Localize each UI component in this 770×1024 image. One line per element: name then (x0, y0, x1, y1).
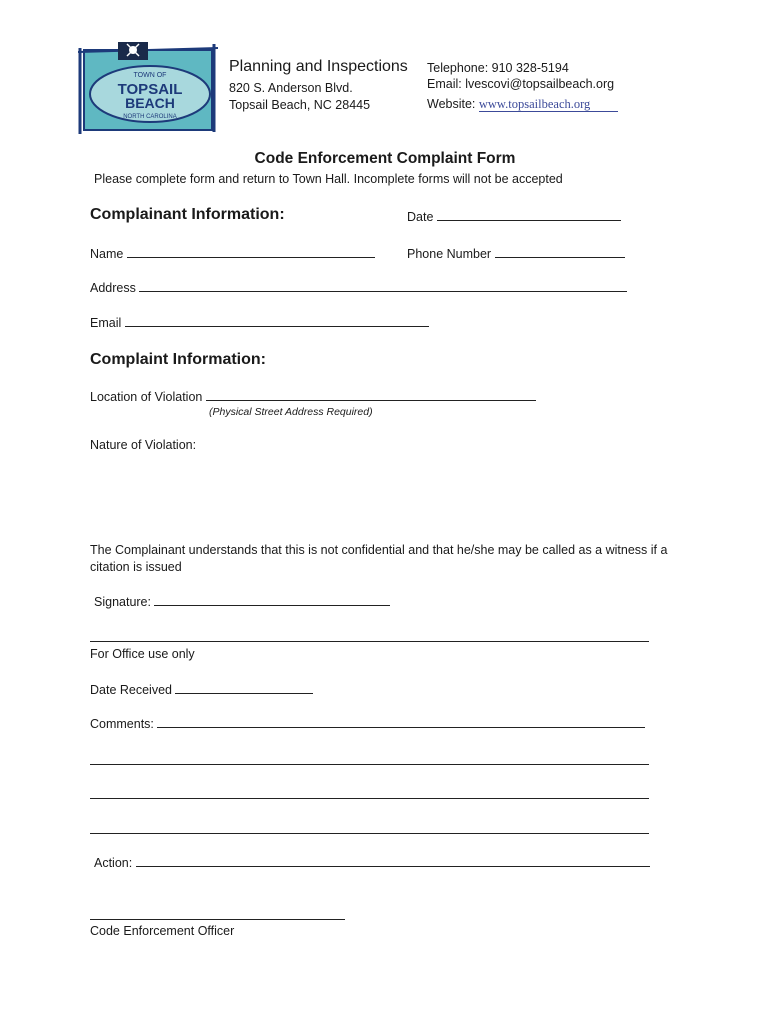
comments-line-3[interactable] (90, 798, 649, 799)
phone-input-line[interactable] (495, 246, 625, 258)
form-title: Code Enforcement Complaint Form (254, 150, 516, 167)
svg-text:TOPSAIL: TOPSAIL (117, 81, 183, 98)
location-input-line[interactable] (206, 389, 536, 401)
comments-line-2[interactable] (90, 764, 649, 765)
contact-email: Email: lvescovi@topsailbeach.org (427, 77, 615, 91)
name-field (90, 246, 375, 261)
comments-input-line[interactable] (157, 716, 645, 728)
comments-line-4[interactable] (90, 833, 649, 834)
svg-text:NORTH CAROLINA: NORTH CAROLINA (123, 114, 177, 120)
action-field (94, 855, 650, 870)
officer-label: Code Enforcement Officer (90, 924, 235, 938)
action-input-line[interactable] (136, 855, 650, 867)
svg-text:BEACH: BEACH (125, 95, 175, 111)
email-field (90, 315, 429, 330)
location-note: (Physical Street Address Required) (209, 406, 373, 418)
address-line-1: 820 S. Anderson Blvd. (229, 81, 353, 95)
nature-label: Nature of Violation: (90, 438, 197, 452)
signature-input-line[interactable] (154, 594, 390, 606)
date-input-line[interactable] (437, 209, 621, 221)
action-label: Action: (94, 856, 133, 870)
complainant-heading: Complainant Information: (90, 206, 285, 223)
website-label: Website: (427, 97, 479, 111)
address-line-2: Topsail Beach, NC 28445 (229, 98, 371, 112)
comments-field (90, 716, 645, 731)
comments-label: Comments: (90, 717, 154, 731)
location-label: Location of Violation (90, 390, 203, 404)
form-instructions: Please complete form and return to Town Hall. Incomplete forms will not be accepted (94, 172, 563, 186)
name-label: Name (90, 247, 124, 261)
signature-field (94, 594, 390, 609)
telephone: Telephone: 910 328-5194 (427, 61, 569, 75)
email-input-line[interactable] (125, 315, 429, 327)
date-received-label: Date Received (90, 683, 172, 697)
svg-text:TOWN OF: TOWN OF (133, 72, 167, 79)
name-input-line[interactable] (127, 246, 375, 258)
email-label: Email (90, 316, 122, 330)
department-name: Planning and Inspections (229, 58, 408, 75)
address-input-line[interactable] (139, 280, 627, 292)
phone-label: Phone Number (407, 247, 492, 261)
website (427, 97, 618, 112)
office-use-heading: For Office use only (90, 647, 195, 661)
town-logo (78, 40, 218, 136)
address-field (90, 280, 627, 295)
address-label: Address (90, 281, 136, 295)
signature-label: Signature: (94, 595, 151, 609)
officer-signature-line[interactable] (90, 919, 345, 920)
phone-field (407, 246, 625, 261)
location-field (90, 389, 536, 404)
date-label: Date (407, 210, 434, 224)
date-received-input-line[interactable] (175, 682, 313, 694)
date-received-field (90, 682, 313, 697)
date-field (407, 209, 621, 224)
office-divider (90, 641, 649, 642)
disclaimer-text: The Complainant understands that this is not confidential and that he/she may be called as a witness if a citation is issued (90, 543, 668, 574)
complaint-heading: Complaint Information: (90, 351, 266, 368)
website-link[interactable]: www.topsailbeach.org (479, 97, 618, 112)
